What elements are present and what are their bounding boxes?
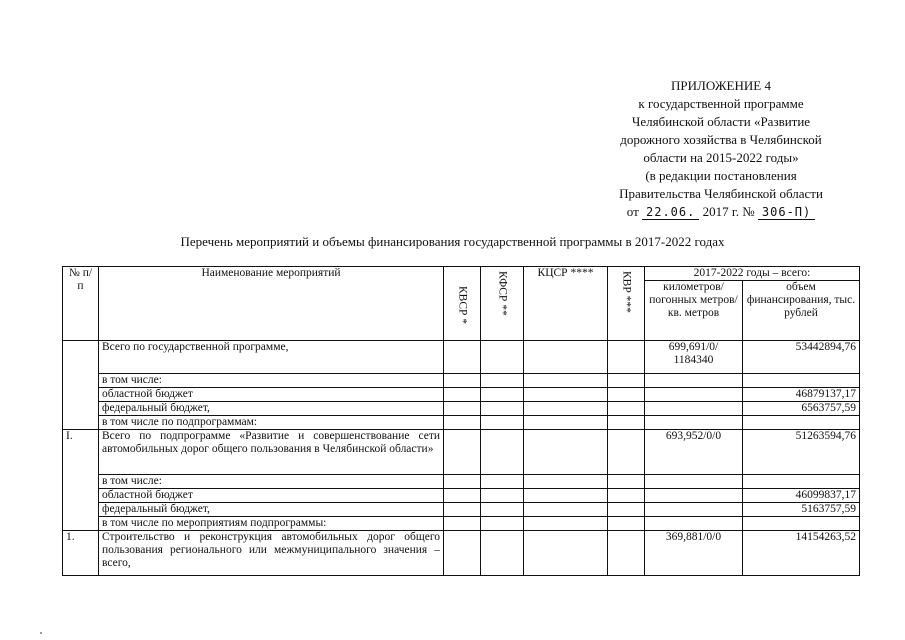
row-fin: 14154263,52 [743, 531, 860, 576]
row-km [645, 489, 743, 503]
row-km: 369,881/0/0 [645, 531, 743, 576]
row-name: Всего по государственной программе, [99, 341, 444, 374]
table-row [63, 402, 860, 416]
header-kvsr-label: КВСР * [456, 286, 469, 325]
measures-table [62, 266, 860, 576]
header-kcsr: КЦСР **** [524, 267, 608, 341]
appendix-line: дорожного хозяйства в Челябинской [620, 132, 822, 147]
appendix-line: Правительства Челябинской области [619, 186, 823, 201]
row-fin [743, 374, 860, 388]
header-fin: объем финансирования, тыс. рублей [743, 281, 860, 341]
row-km: 693,952/0/0 [645, 430, 743, 475]
appendix-line: к государственной программе [638, 96, 804, 111]
handwritten-date: 22.06. [642, 205, 699, 220]
appendix-block [590, 77, 852, 221]
table-row [63, 489, 860, 503]
header-kvsr [444, 267, 481, 341]
header-period: 2017-2022 годы – всего: [645, 267, 860, 281]
row-fin: 53442894,76 [743, 341, 860, 374]
table-row [63, 517, 860, 531]
row-fin [743, 475, 860, 489]
row-km [645, 475, 743, 489]
from-prefix: от [626, 204, 639, 219]
row-fin: 46879137,17 [743, 388, 860, 402]
table-row [63, 416, 860, 430]
row-fin [743, 416, 860, 430]
header-kvr-label: КВР *** [620, 271, 633, 313]
header-km: километров/ погонных метров/ кв. метров [645, 281, 743, 341]
row-km: 699,691/0/ 1184340 [645, 341, 743, 374]
row-fin: 46099837,17 [743, 489, 860, 503]
row-name: Строительство и реконструкция автомобильных дорог общего пользования регионального или межмуниципального значения – всего, [99, 531, 444, 576]
row-km [645, 402, 743, 416]
table-row [63, 388, 860, 402]
row-km [645, 416, 743, 430]
row-fin: 6563757,59 [743, 402, 860, 416]
header-kfsr-label: КФСР ** [496, 271, 509, 316]
row-name: областной бюджет [99, 489, 444, 503]
scan-speck [40, 632, 42, 634]
row-name: в том числе: [99, 374, 444, 388]
year-text: 2017 г. № [702, 204, 755, 219]
row-name: областной бюджет [99, 388, 444, 402]
appendix-line: Челябинской области «Развитие [631, 114, 811, 129]
row-name: в том числе по мероприятиям подпрограммы: [99, 517, 444, 531]
table-row [63, 341, 860, 374]
header-name: Наименование мероприятий [99, 267, 444, 341]
row-name: федеральный бюджет, [99, 503, 444, 517]
document-title: Перечень мероприятий и объемы финансирования государственной программы в 2017-2022 годах [180, 234, 725, 249]
row-num: I. [63, 430, 99, 531]
header-kvr [608, 267, 645, 341]
row-name: Всего по подпрограмме «Развитие и совершенствование сети автомобильных дорог общего пользования в Челябинской области» [99, 430, 444, 475]
row-km [645, 374, 743, 388]
appendix-line: (в редакции постановления [645, 168, 797, 183]
table-row [63, 475, 860, 489]
row-num: 1. [63, 531, 99, 576]
row-name: федеральный бюджет, [99, 402, 444, 416]
appendix-line: области на 2015-2022 годы» [643, 150, 799, 165]
appendix-date-line [590, 203, 852, 221]
row-name: в том числе: [99, 475, 444, 489]
table-row [63, 374, 860, 388]
row-km [645, 388, 743, 402]
table-row [63, 503, 860, 517]
row-name: в том числе по подпрограммам: [99, 416, 444, 430]
appendix-line: ПРИЛОЖЕНИЕ 4 [671, 78, 771, 93]
table-row [63, 430, 860, 475]
row-fin: 51263594,76 [743, 430, 860, 475]
header-num: № п/п [63, 267, 99, 341]
row-km [645, 503, 743, 517]
row-num [63, 341, 99, 430]
table-row [63, 531, 860, 576]
row-fin [743, 517, 860, 531]
header-kfsr [481, 267, 524, 341]
row-fin: 5163757,59 [743, 503, 860, 517]
handwritten-number: 306-П) [758, 205, 815, 220]
row-km [645, 517, 743, 531]
